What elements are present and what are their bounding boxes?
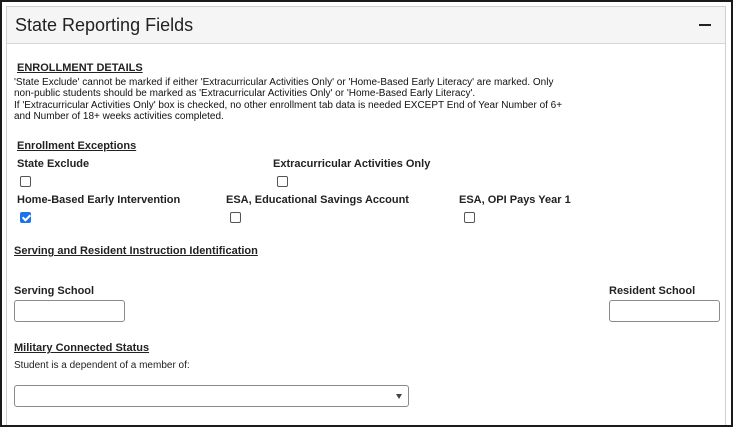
resident-school-input[interactable] [609,300,720,322]
note-line: 'State Exclude' cannot be marked if either 'Extracurricular Activities Only' or 'Home-Based Early Literacy' are marked. Only [14,77,554,88]
enrollment-details-heading: ENROLLMENT DETAILS [17,62,143,74]
home-based-early-intervention-label: Home-Based Early Intervention [17,194,181,206]
extracurricular-only-checkbox[interactable] [277,176,288,187]
esa-opi-pays-checkbox[interactable] [464,212,475,223]
state-reporting-panel [6,6,726,426]
esa-savings-account-checkbox[interactable] [230,212,241,223]
resident-school-label: Resident School [609,285,696,297]
note-line: non-public students should be marked as 'Extracurricular Activities Only' or 'Home-Based Early Literacy'. [14,88,476,100]
note-line: and Number of 18+ weeks activities completed. [14,110,224,122]
state-exclude-checkbox[interactable] [20,176,31,187]
serving-resident-heading: Serving and Resident Instruction Identification [14,245,258,257]
collapse-icon[interactable] [699,15,713,33]
home-based-early-intervention-checkbox[interactable] [20,212,31,223]
panel-title: State Reporting Fields [15,15,194,35]
military-status-select[interactable] [14,385,409,407]
extracurricular-only-label: Extracurricular Activities Only [273,158,431,170]
enrollment-details-notes [14,77,614,122]
state-exclude-label: State Exclude [17,158,90,170]
esa-opi-pays-label: ESA, OPI Pays Year 1 [459,194,571,206]
serving-school-input[interactable] [14,300,125,322]
military-status-heading: Military Connected Status [14,342,150,354]
serving-school-label: Serving School [14,285,95,297]
panel-header [7,7,725,44]
note-line: If 'Extracurricular Activities Only' box is checked, no other enrollment tab data is needed EXCEPT End of Year Number of 6+ [14,99,563,111]
esa-savings-account-label: ESA, Educational Savings Account [226,194,409,206]
enrollment-exceptions-heading: Enrollment Exceptions [17,140,137,152]
military-status-prompt: Student is a dependent of a member of: [14,360,190,371]
chevron-down-icon [396,394,402,399]
